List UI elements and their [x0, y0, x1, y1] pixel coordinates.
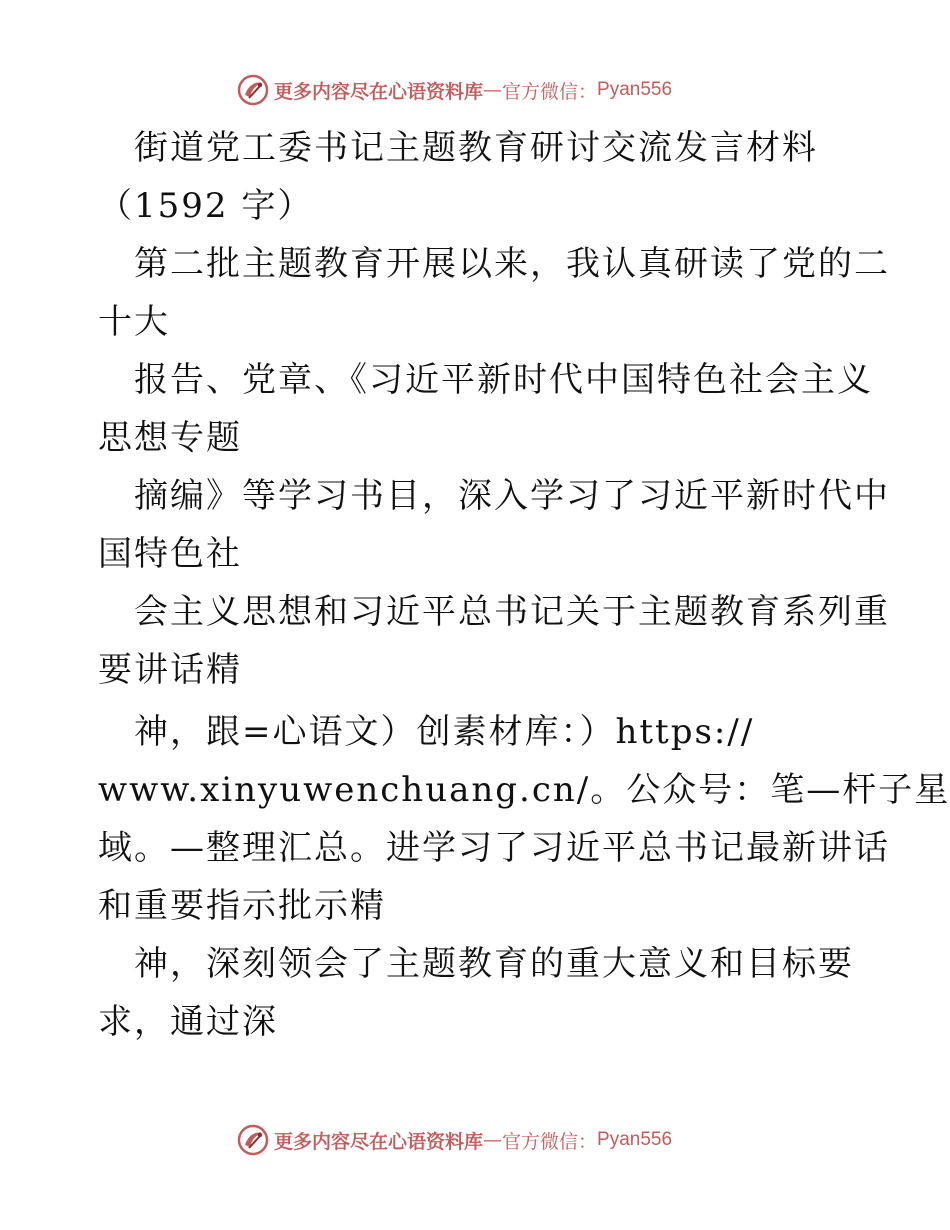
banner-wechat-id: Pyan556 [597, 1129, 673, 1150]
text-line: 和重要指示批示精 [98, 886, 386, 926]
footer-banner [236, 1123, 672, 1157]
document-title: 街道党工委书记主题教育研讨交流发言材料 [134, 128, 818, 168]
text-line: 国特色社 [98, 534, 242, 574]
text-line: 神，深刻领会了主题教育的重大意义和目标要 [134, 944, 854, 984]
banner-wechat-id: Pyan556 [597, 79, 673, 100]
banner-brand-text: 更多内容尽在心语资料库 [274, 1130, 484, 1153]
header-banner [236, 73, 672, 107]
banner-separator: — [483, 1129, 503, 1151]
text-line: 神，跟=心语文）创素材库：）https:// [134, 712, 755, 752]
banner-official-label: 官方微信： [502, 1130, 598, 1153]
text-line: 摘编》等学习书目，深入学习了习近平新时代中 [134, 476, 890, 516]
text-line: www.xinyuwenchuang.cn/。公众号：笔—杆子星 [98, 770, 950, 810]
text-line: 要讲话精 [98, 650, 242, 690]
text-line: 第二批主题教育开展以来，我认真研读了党的二 [134, 244, 890, 284]
text-line: 思想专题 [98, 418, 242, 458]
banner-brand-text: 更多内容尽在心语资料库 [274, 80, 484, 103]
banner-official-label: 官方微信： [502, 80, 598, 103]
text-line: 报告、党章、《习近平新时代中国特色社会主义 [134, 360, 873, 400]
text-line: 域。—整理汇总。进学习了习近平总书记最新讲话 [98, 828, 890, 868]
text-line: 会主义思想和习近平总书记关于主题教育系列重 [134, 592, 890, 632]
banner-separator: — [483, 79, 503, 101]
red-swirl-logo-icon [236, 1123, 270, 1157]
text-line: 求，通过深 [98, 1002, 278, 1042]
text-line: 十大 [98, 302, 170, 342]
red-swirl-logo-icon [236, 73, 270, 107]
word-count: （1592 字） [98, 186, 314, 226]
